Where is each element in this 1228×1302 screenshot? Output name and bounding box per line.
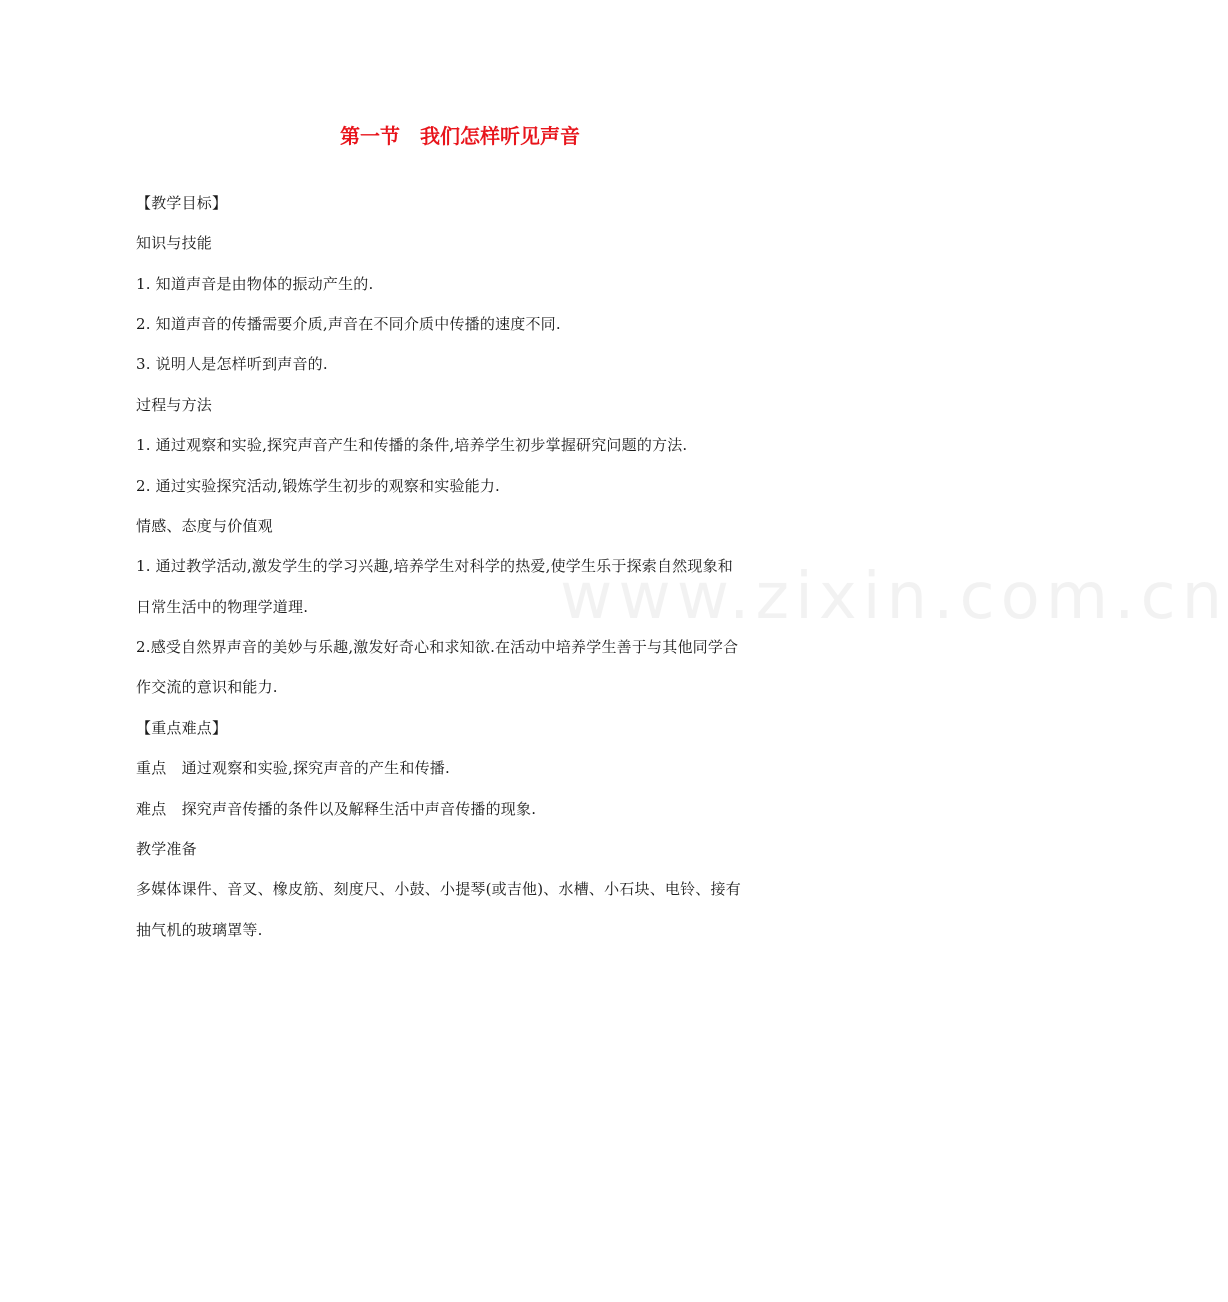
emotion-item-2-line-1: 2.感受自然界声音的美妙与乐趣,激发好奇心和求知欲.在活动中培养学生善于与其他同学合: [136, 638, 739, 656]
preparation-heading: 教学准备: [136, 840, 197, 858]
process-item-1: 1. 通过观察和实验,探究声音产生和传播的条件,培养学生初步掌握研究问题的方法.: [136, 436, 688, 454]
emotion-heading: 情感、态度与价值观: [136, 517, 273, 535]
process-item-2: 2. 通过实验探究活动,锻炼学生初步的观察和实验能力.: [136, 477, 501, 495]
emotion-item-1-line-2: 日常生活中的物理学道理.: [136, 598, 309, 616]
watermark: www.zixin.com.cn: [560, 560, 1228, 634]
key-difficulty-heading: 【重点难点】: [136, 719, 228, 737]
page-title: 第一节 我们怎样听见声音: [340, 124, 580, 148]
goals-heading: 【教学目标】: [136, 194, 228, 212]
emotion-item-2-line-2: 作交流的意识和能力.: [136, 678, 278, 696]
knowledge-item-1: 1. 知道声音是由物体的振动产生的.: [136, 275, 374, 293]
knowledge-item-2: 2. 知道声音的传播需要介质,声音在不同介质中传播的速度不同.: [136, 315, 561, 333]
preparation-line-2: 抽气机的玻璃罩等.: [136, 921, 263, 939]
knowledge-heading: 知识与技能: [136, 234, 213, 252]
preparation-line-1: 多媒体课件、音叉、橡皮筋、刻度尺、小鼓、小提琴(或吉他)、水槽、小石块、电铃、接有: [136, 880, 741, 898]
key-point: 重点 通过观察和实验,探究声音的产生和传播.: [136, 759, 450, 777]
knowledge-item-3: 3. 说明人是怎样听到声音的.: [136, 355, 328, 373]
process-heading: 过程与方法: [136, 396, 213, 414]
difficult-point: 难点 探究声音传播的条件以及解释生活中声音传播的现象.: [136, 800, 537, 818]
emotion-item-1-line-1: 1. 通过教学活动,激发学生的学习兴趣,培养学生对科学的热爱,使学生乐于探索自然现象和: [136, 557, 733, 575]
